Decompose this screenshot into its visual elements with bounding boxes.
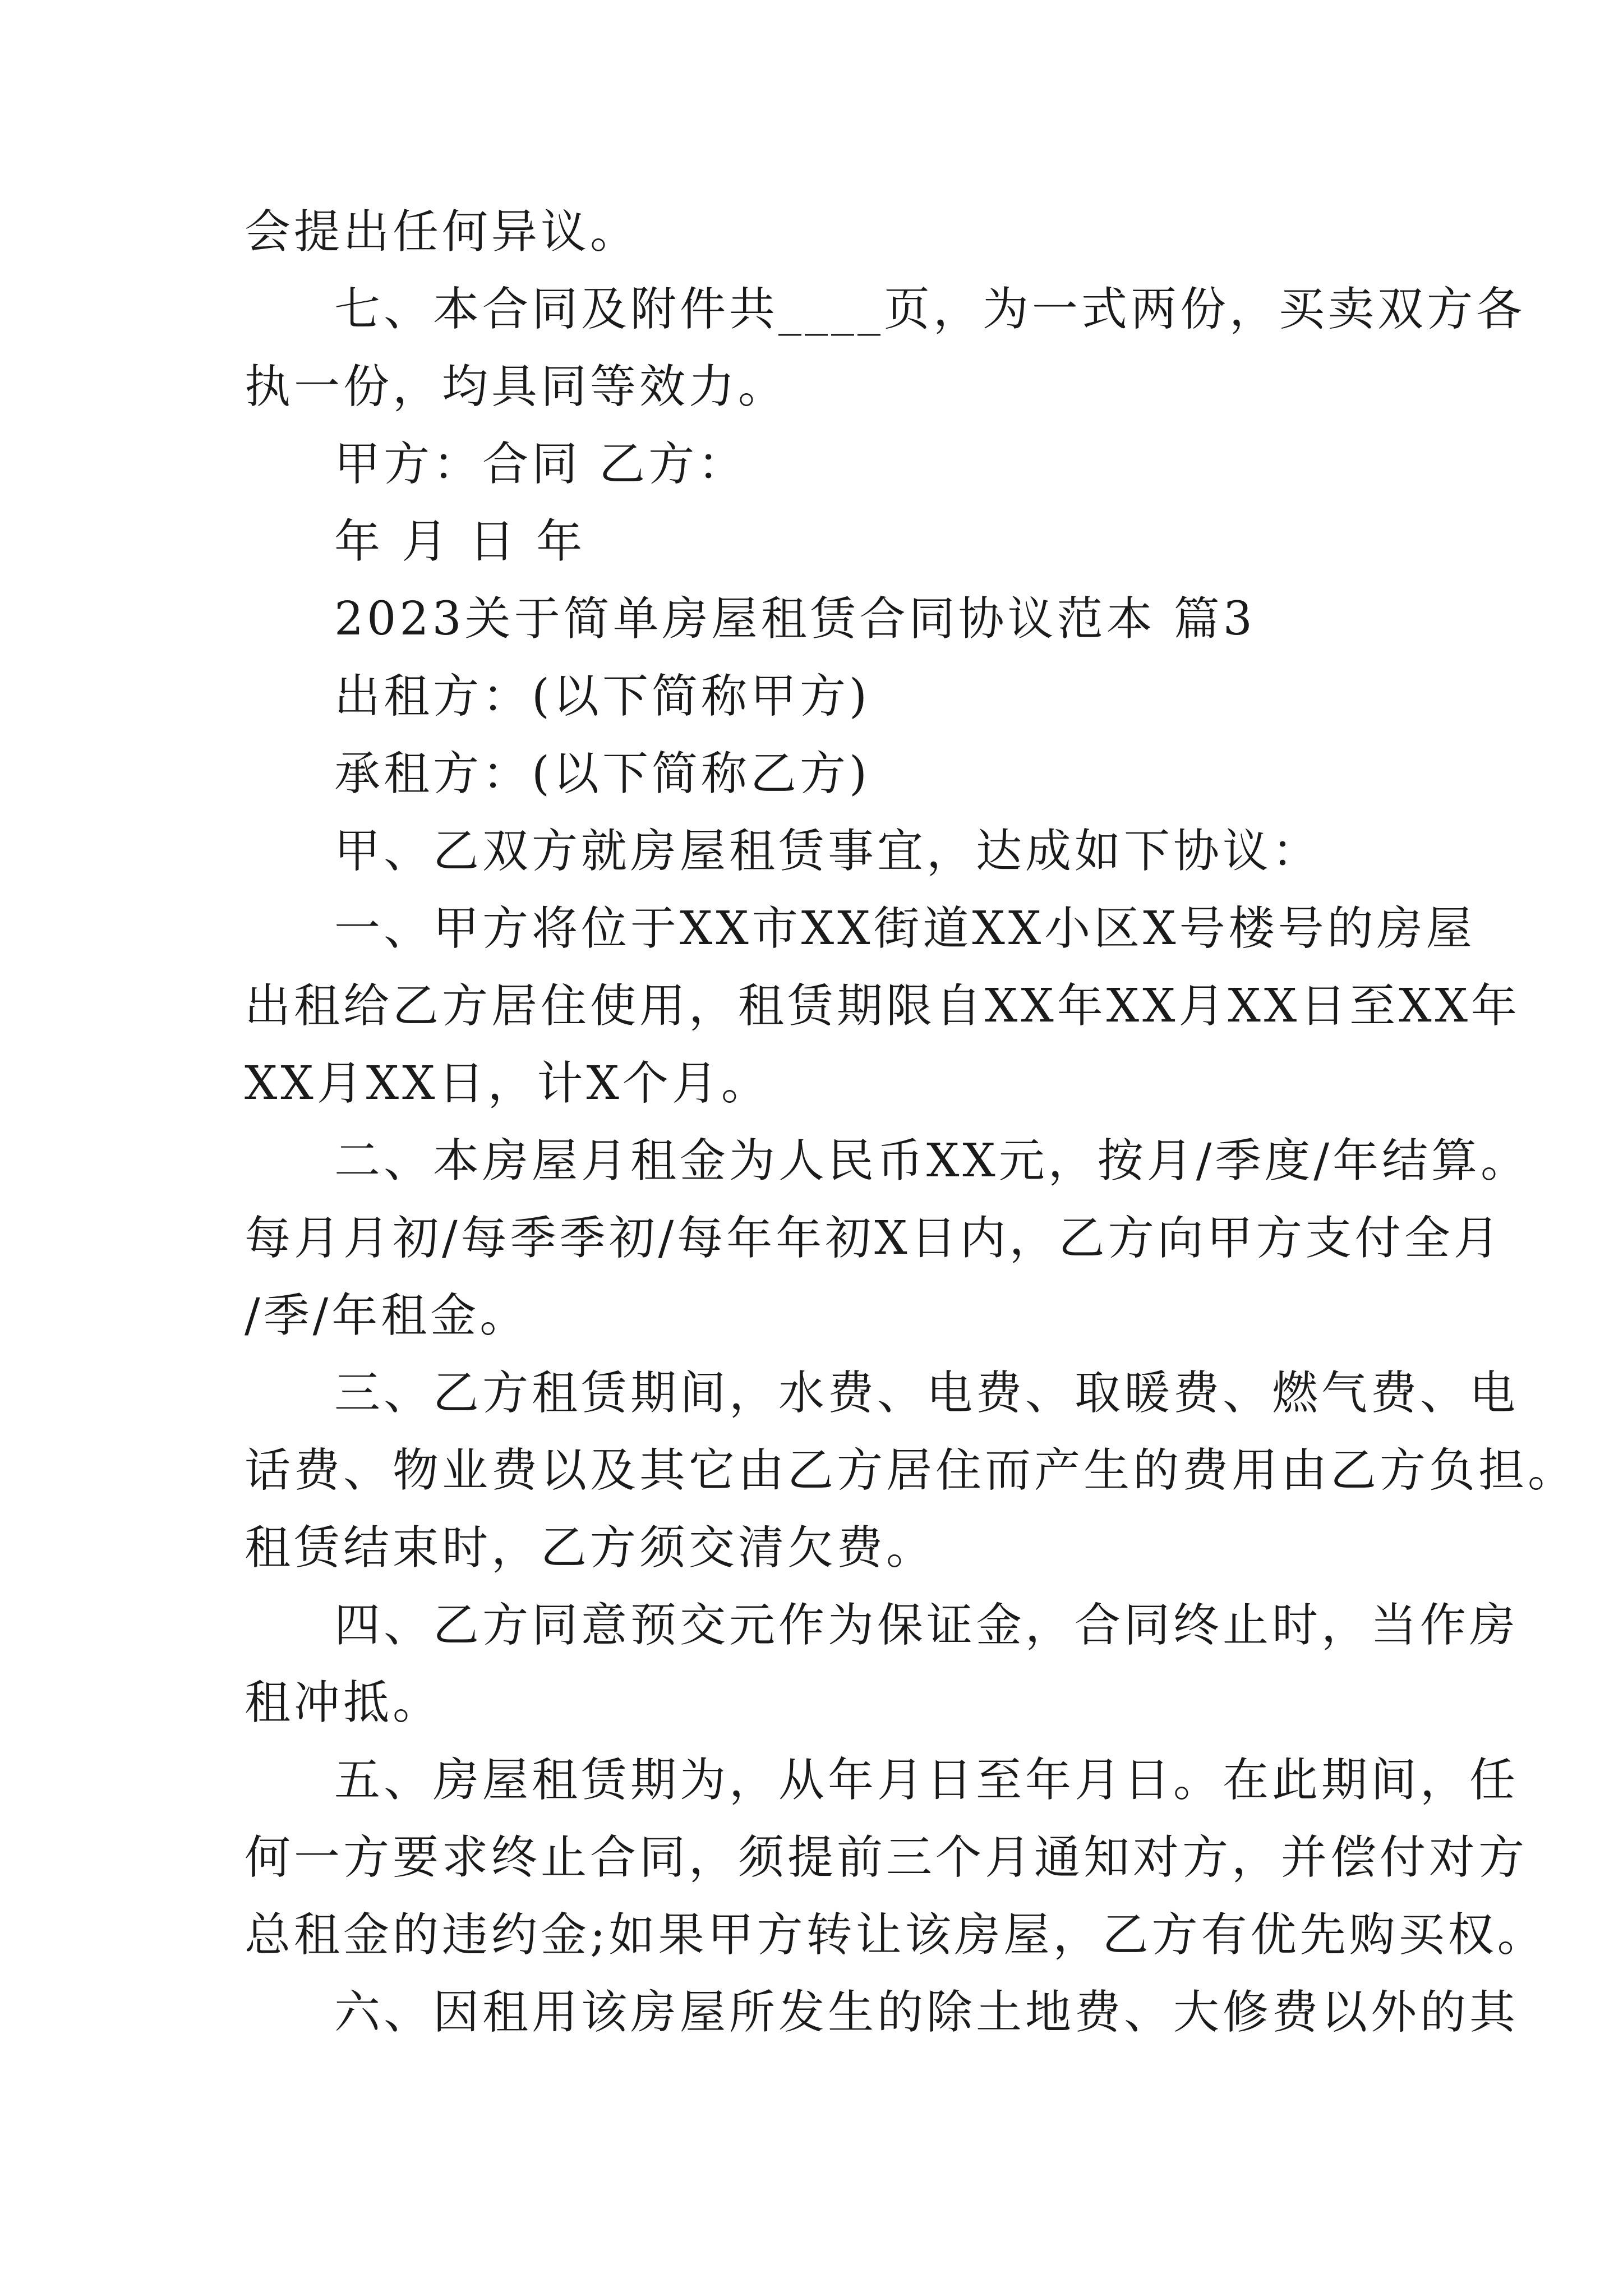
text-line: 执一份，均具同等效力。 <box>245 360 788 413</box>
text-line: /季/年租金。 <box>245 1289 529 1342</box>
text-line: 何一方要求终止合同，须提前三个月通知对方，并偿付对方 <box>245 1831 1528 1884</box>
text-line: 甲、乙双方就房屋租赁事宜，达成如下协议： <box>334 825 1322 878</box>
text-line: 三、乙方租赁期间，水费、电费、取暖费、燃气费、电 <box>334 1366 1519 1420</box>
text-line: 出租方：(以下简称甲方) <box>334 670 870 723</box>
text-line: 租赁结束时，乙方须交清欠费。 <box>245 1521 936 1575</box>
text-line: 甲方：合同 乙方： <box>334 438 748 491</box>
text-line: 出租给乙方居住使用，租赁期限自XX年XX月XX日至XX年 <box>245 979 1521 1033</box>
text-line: XX月XX日，计X个月。 <box>245 1057 771 1110</box>
text-line: 总租金的违约金;如果甲方转让该房屋，乙方有优先购买权。 <box>245 1908 1547 1962</box>
text-line: 七、本合同及附件共____页，为一式两份，买卖双方各 <box>334 283 1526 336</box>
text-line: 二、本房屋月租金为人民币XX元，按月/季度/年结算。 <box>334 1134 1530 1188</box>
text-line: 五、房屋租赁期为，从年月日至年月日。在此期间，任 <box>334 1754 1519 1807</box>
text-line: 话费、物业费以及其它由乙方居住而产生的费用由乙方负担。 <box>245 1444 1578 1497</box>
text-line: 四、乙方同意预交元作为保证金，合同终止时，当作房 <box>334 1599 1519 1652</box>
text-line: 年 月 日 年 <box>334 515 586 568</box>
section-heading: 2023关于简单房屋租赁合同协议范本 篇3 <box>334 592 1256 646</box>
document-body <box>245 194 1578 2051</box>
text-line: 承租方：(以下简称乙方) <box>334 747 870 800</box>
text-line: 一、甲方将位于XX市XX街道XX小区X号楼号的房屋 <box>334 902 1476 955</box>
text-line: 会提出任何异议。 <box>245 205 640 259</box>
text-line: 六、因租用该房屋所发生的除土地费、大修费以外的其 <box>334 1986 1519 2039</box>
text-line: 每月月初/每季季初/每年年初X日内，乙方向甲方支付全月 <box>245 1212 1503 1265</box>
text-line: 租冲抵。 <box>245 1676 442 1729</box>
